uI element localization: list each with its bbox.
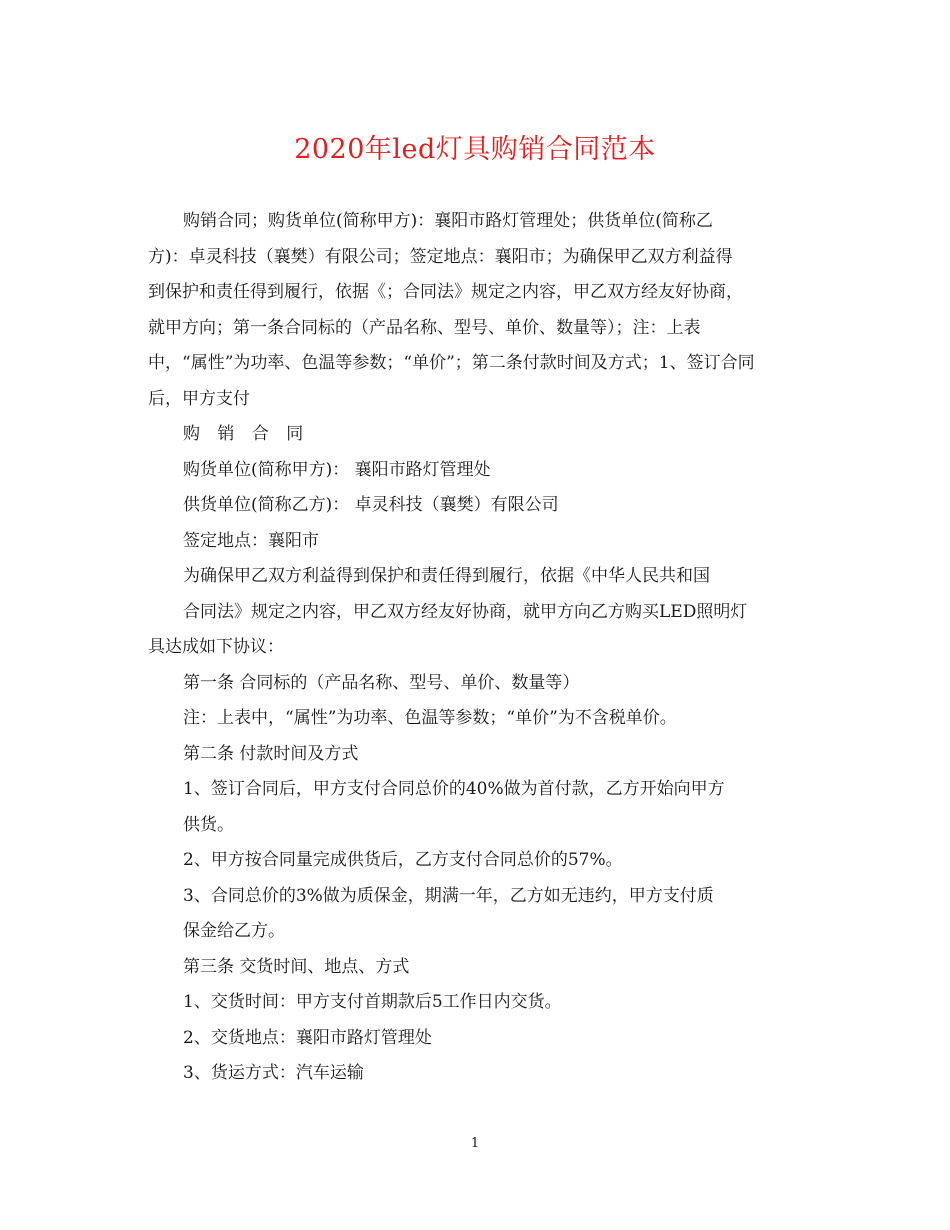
summary-line: 方)：卓灵科技（襄樊）有限公司；签定地点：襄阳市；为确保甲乙双方利益得: [148, 246, 733, 267]
clause-line: 1、交货时间：甲方支付首期款后5工作日内交货。: [183, 992, 562, 1012]
preamble-line: 合同法》规定之内容，甲乙双方经友好协商，就甲方向乙方购买LED照明灯: [183, 601, 748, 622]
clause-line: 2、甲方按合同量完成供货后，乙方支付合同总价的57%。: [183, 850, 623, 870]
contract-heading: 购 销 合 同: [183, 424, 310, 444]
summary-line: 就甲方向；第一条合同标的（产品名称、型号、单价、数量等）；注：上表: [148, 317, 701, 338]
preamble-line: 为确保甲乙双方利益得到保护和责任得到履行，依据《中华人民共和国: [183, 566, 710, 586]
page-number: 1: [470, 1136, 480, 1151]
supplier-line: 供货单位(简称乙方)： 卓灵科技（襄樊）有限公司: [183, 495, 559, 515]
clause-line: 2、交货地点：襄阳市路灯管理处: [183, 1027, 432, 1048]
signing-place-line: 签定地点：襄阳市: [183, 530, 319, 551]
clause-line: 供货。: [183, 814, 234, 835]
clause-line: 保金给乙方。: [183, 921, 285, 941]
summary-line: 后，甲方支付: [148, 388, 250, 409]
article-heading: 第一条 合同标的（产品名称、型号、单价、数量等）: [183, 672, 580, 693]
document-title: 2020年led灯具购销合同范本: [294, 134, 656, 165]
note-line: 注：上表中，“属性”为功率、色温等参数；“单价”为不含税单价。: [183, 708, 677, 728]
clause-line: 3、货运方式：汽车运输: [183, 1063, 364, 1083]
document-body: [148, 204, 808, 1092]
clause-line: 3、合同总价的3%做为质保金，期满一年，乙方如无违约，甲方支付质: [183, 885, 714, 906]
summary-line: 中，“属性”为功率、色温等参数；“单价”；第二条付款时间及方式；1、签订合同: [148, 353, 755, 373]
clause-line: 1、签订合同后，甲方支付合同总价的40%做为首付款，乙方开始向甲方: [183, 779, 725, 799]
summary-line: 购销合同；购货单位(简称甲方)：襄阳市路灯管理处；供货单位(简称乙: [183, 211, 713, 231]
preamble-line: 具达成如下协议：: [148, 637, 284, 657]
article-heading: 第三条 交货时间、地点、方式: [183, 956, 410, 977]
summary-line: 到保护和责任得到履行，依据《；合同法》规定之内容，甲乙双方经友好协商，: [148, 282, 743, 302]
buyer-line: 购货单位(简称甲方)： 襄阳市路灯管理处: [183, 459, 491, 480]
article-heading: 第二条 付款时间及方式: [183, 743, 359, 764]
